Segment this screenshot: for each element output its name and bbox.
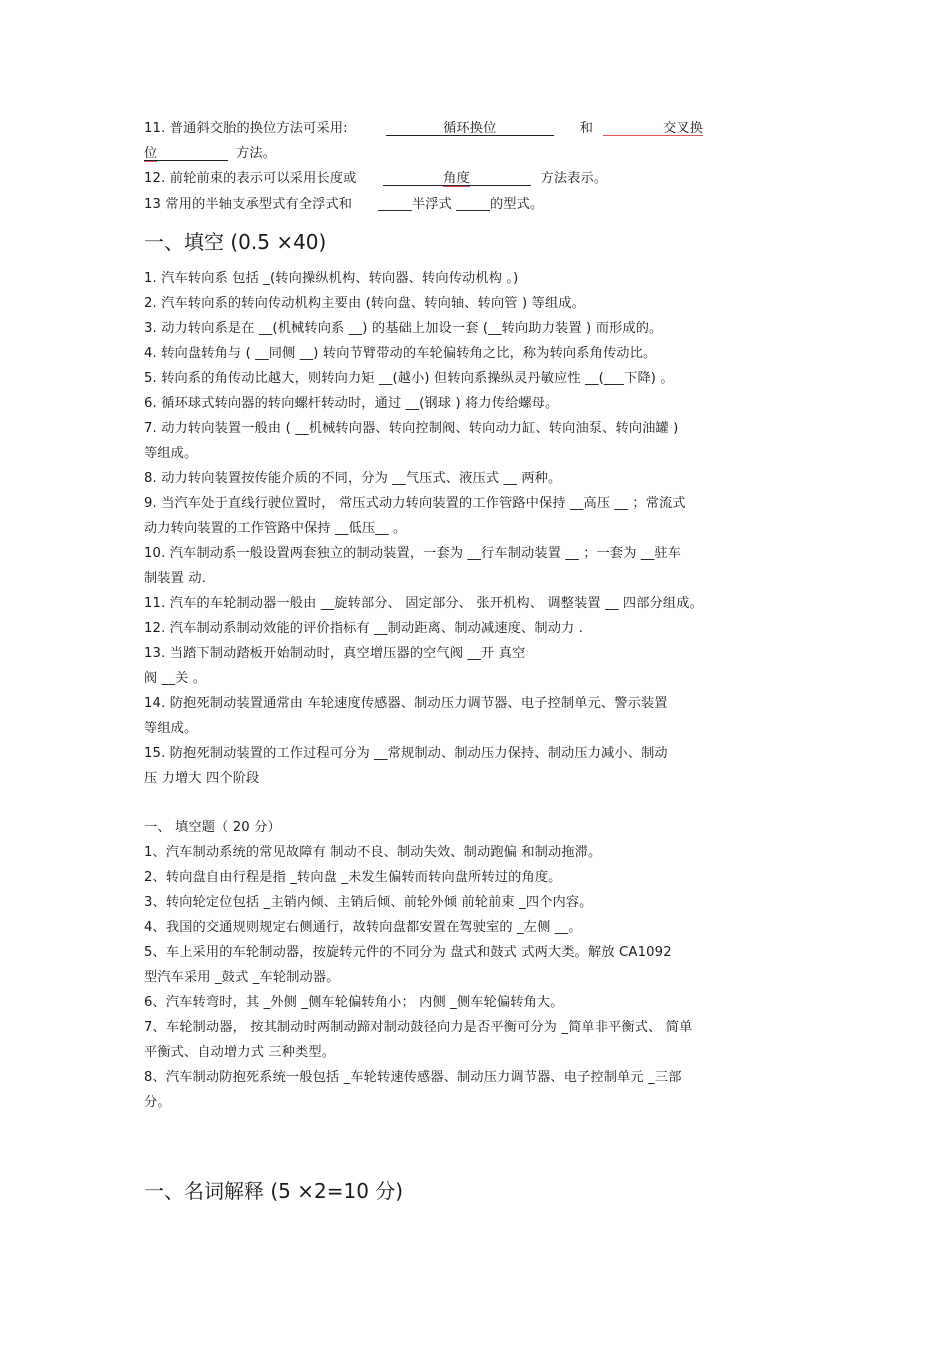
question-11-cont xyxy=(144,145,276,163)
list-item: 7、车轮制动器， 按其制动时两制动蹄对制动鼓径向力是否平衡可分为 _简单非平衡式、 简单 xyxy=(144,1020,693,1035)
section-heading: 一、名词解释 (5 ×2=10 分) xyxy=(144,1179,404,1203)
list-item: 8、汽车制动防抱死系统一般包括 _车轮转速传感器、制动压力调节器、电子控制单元 _三部 xyxy=(144,1070,682,1085)
list-item-cont: 动力转向装置的工作管路中保持 __低压__ 。 xyxy=(144,521,407,536)
connector-text: 和 xyxy=(579,121,594,136)
list-item: 7. 动力转向装置一般由 ( __机械转向器、转向控制阀、转向动力缸、转向油泵、转向油罐 ) xyxy=(144,421,679,436)
list-item-cont: 等组成。 xyxy=(144,446,198,461)
answer-blank xyxy=(383,170,531,186)
answer-text: _____半浮式 _____的型式。 xyxy=(378,197,544,212)
question-text: 12. 前轮前束的表示可以采用长度或 xyxy=(144,171,357,186)
question-text: 11. 普通斜交胎的换位方法可采用: xyxy=(144,121,348,136)
list-item-cont: 等组成。 xyxy=(144,721,198,736)
section-heading: 一、填空 (0.5 ×40) xyxy=(144,230,327,254)
answer-text: 位 xyxy=(144,146,158,161)
question-12 xyxy=(144,170,607,188)
list-item: 6. 循环球式转向器的转向螺杆转动时，通过 __(钢球 ) 将力传给螺母。 xyxy=(144,396,559,411)
question-11 xyxy=(144,120,703,138)
list-item: 10. 汽车制动系一般设置两套独立的制动装置，一套为 __行车制动装置 __ ；一套为 __驻车 xyxy=(144,546,682,561)
section-heading: 一、 填空题（ 20 分） xyxy=(144,820,281,835)
list-item-cont: 分。 xyxy=(144,1095,171,1110)
list-item: 11. 汽车的车轮制动器一般由 __旋转部分、 固定部分、 张开机构、 调整装置 __ 四部分组成。 xyxy=(144,596,703,611)
list-item: 8. 动力转向装置按传能介质的不同，分为 __气压式、液压式 __ 两种。 xyxy=(144,471,562,486)
list-item: 3. 动力转向系是在 __(机械转向系 __) 的基础上加设一套 (__转向助力装置 ) 而形成的。 xyxy=(144,321,663,336)
list-item: 2. 汽车转向系的转向传动机构主要由 (转向盘、转向轴、转向管 ) 等组成。 xyxy=(144,296,585,311)
list-item: 1. 汽车转向系 包括 _(转向操纵机构、转向器、转向传动机构 。) xyxy=(144,271,519,286)
answer-blank xyxy=(144,145,228,161)
question-tail: 方法表示。 xyxy=(540,171,608,186)
list-item: 5、车上采用的车轮制动器，按旋转元件的不同分为 盘式和鼓式 式两大类。解放 CA1092 xyxy=(144,945,672,960)
list-item: 2、转向盘自由行程是指 _转向盘 _未发生偏转而转向盘所转过的角度。 xyxy=(144,870,562,885)
list-item-cont: 平衡式、自动增力式 三种类型。 xyxy=(144,1045,336,1060)
answer-text: 角度 xyxy=(443,171,470,186)
list-item: 3、转向轮定位包括 _主销内倾、主销后倾、前轮外倾 前轮前束 _四个内容。 xyxy=(144,895,593,910)
list-item-cont: 阀 __关 。 xyxy=(144,671,207,686)
list-item: 5. 转向系的角传动比越大，则转向力矩 __(越小) 但转向系操纵灵丹敏应性 __(___下降) 。 xyxy=(144,371,674,386)
answer-blank xyxy=(386,120,554,136)
question-tail: 方法。 xyxy=(236,146,277,161)
answer-blank xyxy=(603,120,703,136)
list-item: 4. 转向盘转角与 ( __同侧 __) 转向节臂带动的车轮偏转角之比，称为转向系角传动比。 xyxy=(144,346,657,361)
list-item: 4、我国的交通规则规定右侧通行，故转向盘都安置在驾驶室的 _左侧 __。 xyxy=(144,920,582,935)
list-item: 9. 当汽车处于直线行驶位置时， 常压式动力转向装置的工作管路中保持 __高压 __ ；常流式 xyxy=(144,496,686,511)
answer-text: 交叉换 xyxy=(663,121,704,136)
list-item-cont: 型汽车采用 _鼓式 _车轮制动器。 xyxy=(144,970,340,985)
list-item: 1、汽车制动系统的常见故障有 制动不良、制动失效、制动跑偏 和制动拖滞。 xyxy=(144,845,602,860)
list-item-cont: 压 力增大 四个阶段 xyxy=(144,771,260,786)
question-13 xyxy=(144,196,543,214)
list-item-cont: 制装置 动. xyxy=(144,571,207,586)
list-item: 12. 汽车制动系制动效能的评价指标有 __制动距离、制动减速度、制动力 . xyxy=(144,621,584,636)
list-item: 6、汽车转弯时，其 _外侧 _侧车轮偏转角小； 内侧 _侧车轮偏转角大。 xyxy=(144,995,564,1010)
answer-text: 循环换位 xyxy=(443,121,497,136)
list-item: 15. 防抱死制动装置的工作过程可分为 __常规制动、制动压力保持、制动压力减小、制动 xyxy=(144,746,668,761)
question-text: 13 常用的半轴支承型式有全浮式和 xyxy=(144,197,353,212)
list-item: 13. 当踏下制动踏板开始制动时，真空增压器的空气阀 __开 真空 xyxy=(144,646,526,661)
list-item: 14. 防抱死制动装置通常由 车轮速度传感器、制动压力调节器、电子控制单元、警示装置 xyxy=(144,696,668,711)
